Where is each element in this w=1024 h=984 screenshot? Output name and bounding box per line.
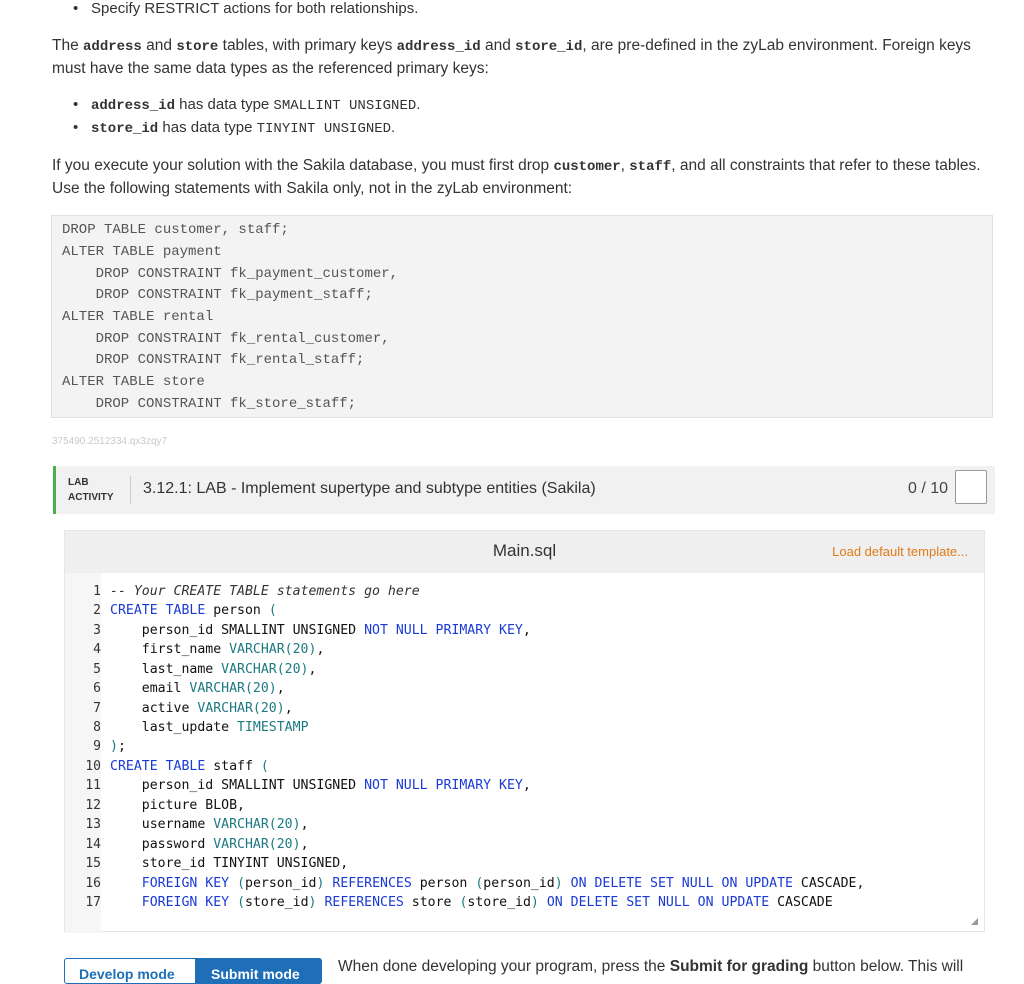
inline-code: address bbox=[83, 39, 142, 55]
code-line: CREATE TABLE person ( bbox=[110, 603, 277, 618]
text: , and all constraints that refer to these tables. Use the following statements with Sakila only, not in the zyLab environment: bbox=[52, 157, 981, 197]
code-editor-panel bbox=[64, 530, 985, 932]
inline-code: store_id bbox=[91, 121, 159, 137]
inline-code: SMALLINT UNSIGNED bbox=[273, 98, 417, 114]
lab-activity-header bbox=[53, 466, 995, 514]
content-id: 375490.2512334.qx3zqy7 bbox=[52, 436, 168, 447]
load-default-template-link[interactable]: Load default template... bbox=[832, 544, 968, 559]
code-line: -- Your CREATE TABLE statements go here bbox=[110, 584, 420, 599]
resize-handle-icon[interactable] bbox=[971, 918, 978, 925]
paragraph bbox=[52, 155, 992, 200]
code-line: active VARCHAR(20), bbox=[110, 701, 293, 716]
line-number: 13 bbox=[85, 817, 101, 832]
lab-title: 3.12.1: LAB - Implement supertype and subtype entities (Sakila) bbox=[143, 480, 596, 497]
text: , bbox=[620, 157, 630, 174]
line-number: 12 bbox=[85, 798, 101, 813]
text-bold: Submit for grading bbox=[669, 958, 809, 975]
line-number: 1 bbox=[93, 584, 101, 599]
code-line: ALTER TABLE store bbox=[62, 374, 205, 390]
text: The bbox=[52, 37, 84, 54]
text: When done developing your program, press the bbox=[338, 958, 670, 975]
line-number: 16 bbox=[85, 876, 101, 891]
line-number: 8 bbox=[93, 720, 101, 735]
line-number: 11 bbox=[85, 778, 101, 793]
line-number: 5 bbox=[93, 662, 101, 677]
lab-score: 0 / 10 bbox=[907, 480, 948, 497]
text: and bbox=[480, 37, 516, 54]
inline-code: TINYINT UNSIGNED bbox=[256, 121, 392, 137]
text: If you execute your solution with the Sakila database, you must first drop bbox=[52, 157, 554, 174]
line-number: 15 bbox=[85, 856, 101, 871]
code-line: DROP TABLE customer, staff; bbox=[62, 222, 289, 238]
code-block bbox=[51, 215, 993, 418]
list-item bbox=[73, 0, 418, 17]
code-line: person_id SMALLINT UNSIGNED NOT NULL PRIMARY KEY, bbox=[110, 778, 531, 793]
score-badge-icon bbox=[955, 470, 987, 504]
code-line: DROP CONSTRAINT fk_rental_customer, bbox=[62, 331, 390, 347]
text: . bbox=[391, 119, 396, 136]
code-line: DROP CONSTRAINT fk_store_staff; bbox=[62, 396, 357, 412]
lab-activity-label bbox=[68, 475, 114, 505]
code-line: FOREIGN KEY (person_id) REFERENCES person (person_id) ON DELETE SET NULL ON UPDATE CASCADE, bbox=[141, 876, 865, 891]
code-line: first_name VARCHAR(20), bbox=[110, 642, 325, 657]
line-number: 14 bbox=[85, 837, 101, 852]
list-item bbox=[73, 119, 395, 137]
code-line: last_update TIMESTAMP bbox=[110, 720, 309, 735]
submit-mode-button[interactable]: Submit mode bbox=[196, 958, 322, 984]
text: button below. This will bbox=[808, 958, 964, 975]
text: has data type bbox=[158, 119, 257, 136]
text: , are pre-defined in the zyLab environment. Foreign keys must have the same data types as the referenced primary keys: bbox=[52, 37, 971, 77]
line-number: 10 bbox=[85, 759, 101, 774]
code-line: ); bbox=[110, 739, 126, 754]
code-line: store_id TINYINT UNSIGNED, bbox=[110, 856, 349, 871]
inline-code: staff bbox=[629, 159, 672, 175]
code-line: username VARCHAR(20), bbox=[110, 817, 309, 832]
line-number: 2 bbox=[93, 603, 101, 618]
code-line: CREATE TABLE staff ( bbox=[110, 759, 269, 774]
instruction-text bbox=[338, 958, 963, 976]
list-item bbox=[73, 96, 420, 114]
inline-code: address_id bbox=[396, 39, 481, 55]
bullet-icon: • bbox=[73, 119, 79, 136]
code-line: last_name VARCHAR(20), bbox=[110, 662, 317, 677]
inline-code: customer bbox=[553, 159, 621, 175]
inline-code: store_id bbox=[515, 39, 583, 55]
text: and bbox=[141, 37, 177, 54]
line-number: 3 bbox=[93, 623, 101, 638]
divider bbox=[130, 476, 131, 504]
line-number: 7 bbox=[93, 701, 101, 716]
bullet-icon: • bbox=[73, 0, 79, 17]
code-line: person_id SMALLINT UNSIGNED NOT NULL PRIMARY KEY, bbox=[110, 623, 531, 638]
code-line: ALTER TABLE payment bbox=[62, 244, 222, 260]
lab-label-line: ACTIVITY bbox=[68, 492, 114, 503]
inline-code: store bbox=[176, 39, 219, 55]
code-line: DROP CONSTRAINT fk_payment_customer, bbox=[62, 266, 399, 282]
code-line: ALTER TABLE rental bbox=[62, 309, 214, 325]
code-line: FOREIGN KEY (store_id) REFERENCES store (store_id) ON DELETE SET NULL ON UPDATE CASCADE bbox=[141, 895, 833, 910]
code-line: DROP CONSTRAINT fk_rental_staff; bbox=[62, 352, 365, 368]
line-number: 9 bbox=[93, 739, 101, 754]
line-number: 4 bbox=[93, 642, 101, 657]
code-line: picture BLOB, bbox=[110, 798, 245, 813]
bullet-text: Specify RESTRICT actions for both relationships. bbox=[91, 0, 419, 17]
lab-label-line: LAB bbox=[68, 477, 89, 488]
paragraph bbox=[52, 35, 992, 80]
code-line: email VARCHAR(20), bbox=[110, 681, 285, 696]
develop-mode-button[interactable]: Develop mode bbox=[64, 958, 196, 984]
file-name: Main.sql bbox=[492, 541, 557, 560]
line-number-gutter bbox=[65, 573, 101, 933]
line-number: 17 bbox=[85, 895, 101, 910]
text: tables, with primary keys bbox=[218, 37, 397, 54]
code-line: DROP CONSTRAINT fk_payment_staff; bbox=[62, 287, 373, 303]
text: . bbox=[416, 96, 421, 113]
line-number: 6 bbox=[93, 681, 101, 696]
code-line: password VARCHAR(20), bbox=[110, 837, 309, 852]
bullet-icon: • bbox=[73, 96, 79, 113]
inline-code: address_id bbox=[91, 98, 176, 114]
text: has data type bbox=[175, 96, 274, 113]
editor-toolbar bbox=[65, 531, 984, 573]
